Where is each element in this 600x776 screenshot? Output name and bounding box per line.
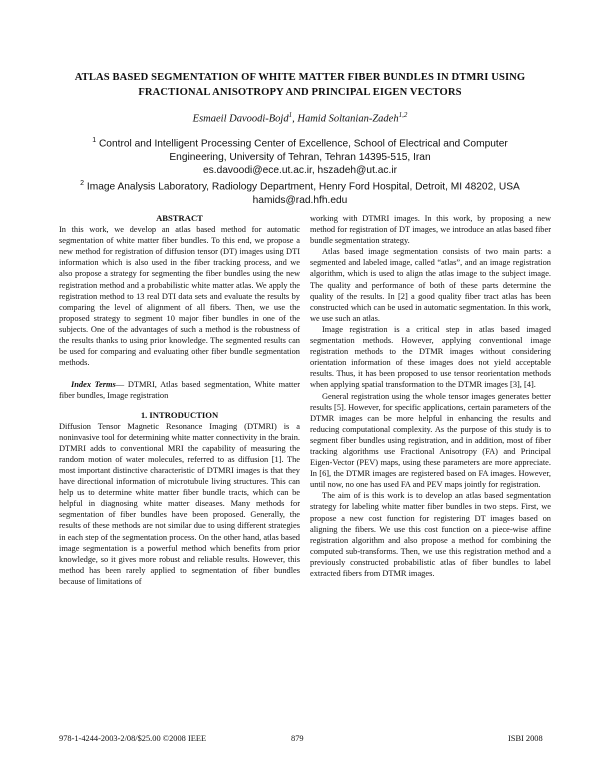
right-column [310, 213, 551, 579]
page-footer [0, 734, 600, 748]
introduction-heading: 1. INTRODUCTION [140, 409, 219, 420]
abstract-text: In this work, we develop an atlas based method for automatic segmentation of white matter fiber bundles. To this end, we propose a new method for registration of diffusion tensor (DT) images using DTI information which is also used in the fiber tracking process, and we also propose a strategy for segmenting the fiber bundles using the new registration method and a probabilistic white matter atlas. We apply the registration method to 13 real DTI data sets and evaluate the results by comparing the level of alignment of all fibers. Then, we use the proposed strategy to segment 10 major fiber bundles in one of the subjects. One of the advantages of such a method is the robustness of the results thanks to using prior knowledge. The segmented results can be used for comparing and evaluating other fiber bundle segmentation methods. [59, 225, 300, 368]
affiliation-2-email: hamids@rad.hfh.edu [252, 194, 348, 206]
affiliation-2-line-1 [40, 177, 560, 194]
footer-copyright: 978-1-4244-2003-2/08/$25.00 ©2008 IEEE [59, 734, 207, 743]
author-1-name: Esmaeil Davoodi-Bojd [192, 113, 289, 125]
author-separator: , [292, 113, 298, 125]
affiliation-1-mark: 1 [92, 137, 97, 144]
affiliations [40, 134, 560, 207]
introduction-continued: working with DTMRI images. In this work, by proposing a new method for registration of DT images, we introduce an atlas based fiber bundle segmentation strategy. [310, 214, 551, 246]
author-2-affil-mark: 1,2 [398, 111, 408, 119]
introduction-paragraph-2: Atlas based image segmentation consists of two main parts: a segmented and labeled image, called “atlas”, and an image registration algorithm, which is used to align the atlas image to the subject image. The quality and performance of both of these parts determine the quality of the results. In [2] a good quality fiber tract atlas has been constructed which can be used in automatic segmentation. In this work, we use such an atlas. [310, 247, 551, 323]
introduction-paragraph-3: Image registration is a critical step in atlas based imaged segmentation methods. However, applying conventional image registration methods to the DTMR images without considering orientation information of these images does not yield acceptable results. Thus, it has been proposed to use tensor reorientation methods when applying spatial transformation to the DTMR images [3], [4]. [310, 324, 551, 390]
affiliation-1-text: Control and Intelligent Processing Center of Excellence, School of Electrical and Computer [96, 138, 508, 150]
affiliation-1-line-2: Engineering, University of Tehran, Tehran 14395-515, Iran [169, 151, 431, 163]
index-terms-text: — DTMRI, Atlas based segmentation, White matter fiber bundles, Image registration [59, 380, 300, 401]
author-1-affil-mark: 1 [288, 111, 293, 119]
affiliation-2-text: Image Analysis Laboratory, Radiology Department, Henry Ford Hospital, Detroit, MI 48202, USA [84, 181, 520, 193]
affiliation-1-line-1 [40, 134, 560, 151]
author-line [40, 111, 560, 125]
footer-venue: ISBI 2008 [508, 734, 543, 743]
author-2-name: Hamid Soltanian-Zadeh [297, 113, 399, 125]
affiliation-1-email: es.davoodi@ece.ut.ac.ir, hszadeh@ut.ac.ir [203, 164, 397, 176]
left-column [59, 213, 300, 587]
introduction-paragraph-5: The aim of is this work is to develop an atlas based segmentation strategy for labeling white matter fiber bundles in two steps. First, we propose a new cost function for registering DT images based on aligning the fibers. We use this cost function on a piece-wise affine registration algorithm and also propose a method for combining the computed sub-transforms. Then, we use this registration method and a previously constructed probabilistic atlas of fiber bundles to label extracted fibers from DTMR images. [310, 491, 551, 578]
introduction-paragraph-4: General registration using the whole tensor images generates better results [5]. However, for specific applications, certain parameters of the DTMR images can be more helpful in enhancing the results and reducing computational complexity. As the purpose of this study is to segment fiber bundles using registration, and in addition, most of fiber tracking algorithms use Fractional Anisotropy (FA) and Principal Eigen-Vector (PEV) maps, using these parameters are more appreciate. In [6], the DTMR images are registered based on FA images. However, until now, no one has used FA and PEV maps jointly for registration. [310, 391, 551, 490]
page-number: 879 [291, 734, 304, 743]
abstract-heading: ABSTRACT [156, 213, 203, 223]
paper-title: ATLAS BASED SEGMENTATION OF WHITE MATTER FIBER BUNDLES IN DTMRI USING FRACTIONAL ANISOTROPY AND PRINCIPAL EIGEN VECTORS [74, 72, 526, 98]
introduction-paragraph-1: Diffusion Tensor Magnetic Resonance Imaging (DTMRI) is a noninvasive tool for determining white matter connectivity in the brain. DTMRI adds to conventional MRI the capability of measuring the random motion of water molecules, referred to as diffusion [1]. The most important distinctive characteristic of DTMRI images is that they have directional information of microtubule living structures. This can help us to determine white matter fiber bundle tracts, which can be helpful in diagnosing white matter diseases. Many methods for segmentation of fiber bundles have been proposed. Generally, the results of these methods are not similar due to using different strategies in each step of the segmentation process. On the other hand, atlas based image segmentation is a powerful method which benefits from prior knowledge, so it gives more robust and reliable results. However, this method has been rarely applied to segmentation of fiber bundles because of limitations of [59, 421, 300, 586]
index-terms-label: Index Terms [71, 380, 116, 390]
index-terms [59, 379, 300, 401]
affiliation-2-mark: 2 [80, 180, 85, 187]
